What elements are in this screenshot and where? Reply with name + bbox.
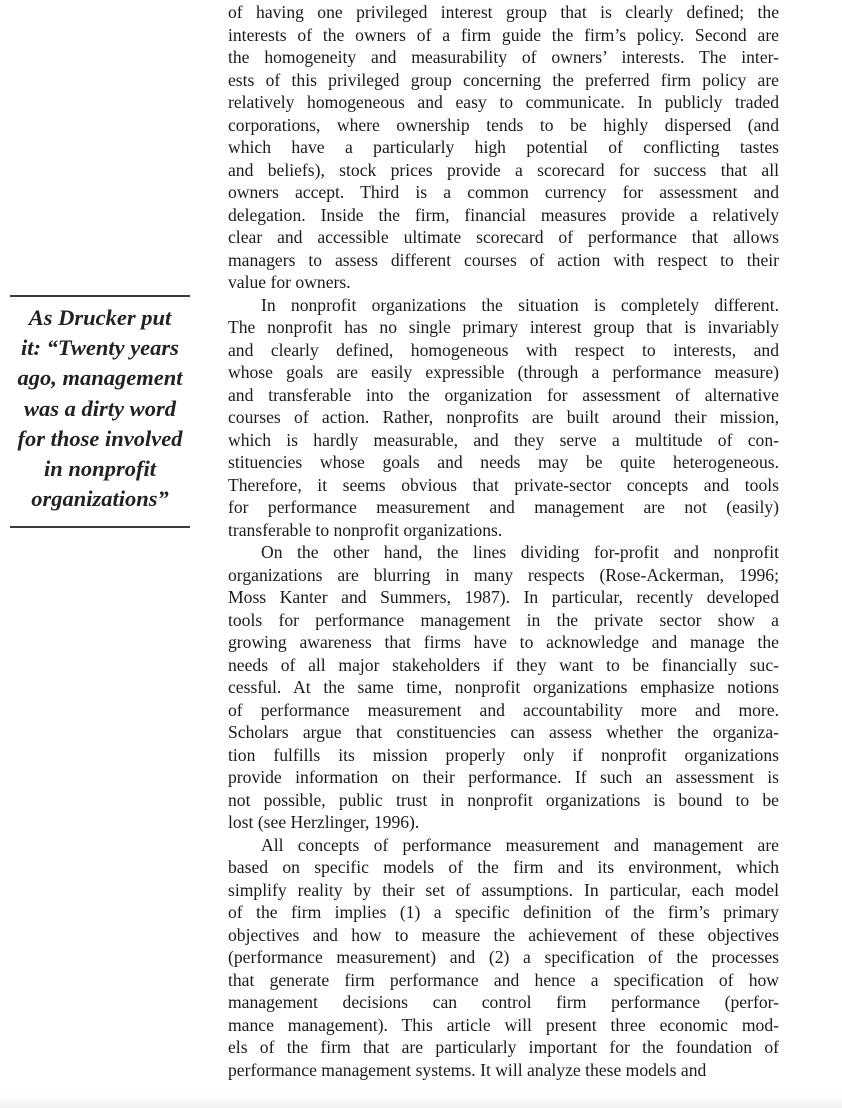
body-paragraph — [228, 834, 779, 1082]
body-line: cessful. At the same time, nonprofit organizations emphasize notions — [228, 677, 779, 697]
body-line: lost (see Herzlinger, 1996). — [228, 812, 420, 832]
pull-quote-line: was a dirty word — [24, 395, 176, 421]
body-line: organizations are blurring in many respects (Rose-Ackerman, 1996; — [228, 564, 779, 585]
body-line: which is hardly measurable, and they serve a multitude of con- — [228, 429, 779, 450]
article-body — [228, 1, 779, 1081]
pull-quote-line: ago, management — [17, 365, 183, 391]
body-line: performance management systems. It will analyze these models and — [228, 1059, 707, 1080]
body-line: In nonprofit organizations the situation is completely different. — [261, 294, 779, 315]
body-line: and beliefs), stock prices provide a scorecard for success that all — [228, 159, 779, 180]
body-line: based on specific models of the firm and its environment, which — [228, 857, 779, 877]
body-line: owners accept. Third is a common currency for assessment and — [228, 182, 779, 202]
body-line: management decisions can control firm performance (perfor- — [228, 992, 779, 1012]
body-line: tools for performance management in the private sector show a — [228, 609, 779, 630]
body-line: growing awareness that firms have to acknowledge and manage the — [228, 632, 779, 652]
body-line: Moss Kanter and Summers, 1987). In particular, recently developed — [228, 587, 779, 607]
body-line: All concepts of performance measurement and management are — [261, 834, 779, 855]
body-line: relatively homogeneous and easy to communicate. In publicly traded — [228, 92, 779, 112]
body-line: (performance measurement) and (2) a specification of the processes — [228, 947, 779, 967]
pull-quote-line: in nonprofit — [44, 456, 156, 482]
body-line: Therefore, it seems obvious that private-sector concepts and tools — [228, 474, 779, 495]
body-line: needs of all major stakeholders if they want to be financially suc- — [228, 654, 779, 675]
body-line: of the firm implies (1) a specific definition of the firm’s primary — [228, 902, 779, 922]
pull-quote-line: As Drucker put — [28, 305, 172, 330]
body-line: of having one privileged interest group that is clearly defined; the — [228, 2, 779, 22]
body-line: stituencies whose goals and needs may be quite heterogeneous. — [228, 452, 779, 472]
body-line: courses of action. Rather, nonprofits are built around their mission, — [228, 407, 779, 427]
body-line: mance management). This article will present three economic mod- — [228, 1014, 779, 1035]
body-line: transferable to nonprofit organizations. — [228, 519, 503, 540]
body-line: managers to assess different courses of action with respect to their — [228, 249, 779, 270]
body-line: interests of the owners of a firm guide the firm’s policy. Second are — [228, 24, 779, 45]
body-line: els of the firm that are particularly important for the foundation of — [228, 1037, 779, 1057]
body-line: On the other hand, the lines dividing for-profit and nonprofit — [261, 542, 779, 562]
body-line: for performance measurement and management are not (easily) — [228, 497, 779, 517]
body-line: value for owners. — [228, 272, 351, 292]
body-line: simplify reality by their set of assumptions. In particular, each model — [228, 879, 779, 900]
pull-quote-line: it: “Twenty years — [21, 335, 179, 361]
body-line: that generate firm performance and hence a specification of how — [228, 969, 779, 990]
page-bottom-edge — [0, 1094, 842, 1108]
pull-quote-line: organizations” — [31, 486, 169, 512]
body-line: ests of this privileged group concerning the preferred firm policy are — [228, 69, 779, 90]
pull-quote-line: for those involved — [17, 425, 183, 451]
pull-quote — [10, 295, 190, 528]
body-line: clear and accessible ultimate scorecard of performance that allows — [228, 227, 779, 247]
body-line: whose goals are easily expressible (through a performance measure) — [228, 362, 779, 382]
body-line: The nonprofit has no single primary interest group that is invariably — [228, 317, 779, 337]
body-line: provide information on their performance. If such an assessment is — [228, 767, 779, 787]
body-line: Scholars argue that constituencies can assess whether the organiza- — [228, 722, 779, 742]
body-line: delegation. Inside the firm, financial measures provide a relatively — [228, 204, 779, 225]
body-line: corporations, where ownership tends to be highly dispersed (and — [228, 114, 779, 135]
body-line: and transferable into the organization for assessment of alternative — [228, 384, 779, 405]
body-line: the homogeneity and measurability of owners’ interests. The inter- — [228, 47, 779, 67]
body-paragraph — [228, 294, 779, 542]
body-paragraph — [228, 541, 779, 834]
body-line: which have a particularly high potential of conflicting tastes — [228, 137, 779, 157]
body-line: objectives and how to measure the achievement of these objectives — [228, 924, 779, 945]
body-line: of performance measurement and accountability more and more. — [228, 699, 779, 720]
body-line: tion fulfills its mission properly only if nonprofit organizations — [228, 744, 779, 765]
body-line: not possible, public trust in nonprofit organizations is bound to be — [228, 789, 779, 810]
body-line: and clearly defined, homogeneous with respect to interests, and — [228, 339, 779, 360]
body-paragraph — [228, 1, 779, 294]
